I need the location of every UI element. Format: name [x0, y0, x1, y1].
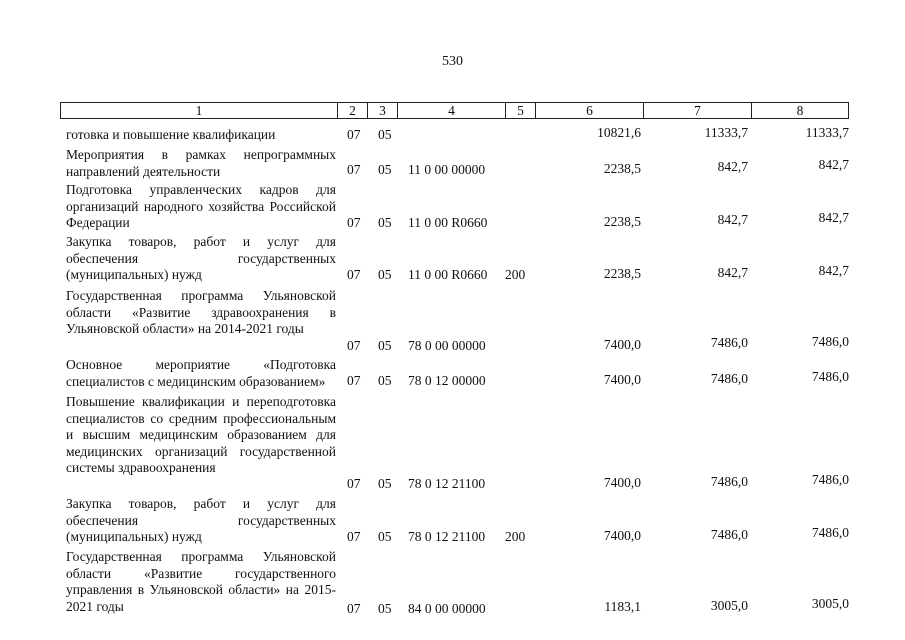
- budget-table-body: [0, 122, 905, 618]
- expense-type-code: 200: [505, 529, 526, 544]
- row-description: Мероприятия в рамках непрограммных направлений деятельности: [66, 147, 336, 179]
- row-description: готовка и повышение квалификации: [66, 127, 276, 142]
- subsection-code: 05: [378, 215, 392, 230]
- column-header: 5: [506, 103, 536, 119]
- amount-col7: 7486,0: [710, 371, 748, 386]
- table-row: [0, 230, 905, 284]
- amount-col6: 2238,5: [603, 161, 641, 176]
- subsection-code: 05: [378, 601, 392, 616]
- subsection-code: 05: [378, 476, 392, 491]
- column-header: 8: [752, 103, 849, 119]
- section-code: 07: [347, 338, 361, 353]
- amount-col7: 7486,0: [710, 335, 748, 350]
- table-row: [0, 546, 905, 618]
- amount-col6: 2238,5: [603, 214, 641, 229]
- amount-col8: 842,7: [818, 210, 849, 225]
- table-row: [0, 122, 905, 141]
- subsection-code: 05: [378, 267, 392, 282]
- section-code: 07: [347, 373, 361, 388]
- column-header: 1: [61, 103, 338, 119]
- amount-col7: 842,7: [717, 265, 748, 280]
- amount-col6: 7400,0: [603, 475, 641, 490]
- amount-col6: 1183,1: [604, 599, 641, 614]
- row-description: Закупка товаров, работ и услуг для обеспечения государственных (муниципальных) нужд: [66, 496, 336, 544]
- subsection-code: 05: [378, 529, 392, 544]
- section-code: 07: [347, 162, 361, 177]
- amount-col8: 842,7: [818, 157, 849, 172]
- subsection-code: 05: [378, 162, 392, 177]
- subsection-code: 05: [378, 338, 392, 353]
- column-header: 7: [644, 103, 752, 119]
- column-header-table: [60, 102, 849, 119]
- amount-col6: 10821,6: [597, 125, 641, 140]
- section-code: 07: [347, 476, 361, 491]
- amount-col8: 7486,0: [811, 525, 849, 540]
- target-article-code: 11 0 00 R0660: [408, 215, 488, 230]
- section-code: 07: [347, 529, 361, 544]
- target-article-code: 78 0 12 21100: [408, 529, 486, 544]
- page-number: 530: [442, 54, 463, 69]
- section-code: 07: [347, 601, 361, 616]
- amount-col6: 2238,5: [603, 266, 641, 281]
- target-article-code: 11 0 00 R0660: [408, 267, 488, 282]
- row-description: Повышение квалификации и переподготовка специалистов со средним профессиональным и высшим медицинским образованием для медицинских организаций государственной системы здравоохранения: [66, 394, 336, 475]
- amount-col7: 11333,7: [704, 125, 748, 140]
- column-number-row: [61, 103, 849, 119]
- column-header: 4: [398, 103, 506, 119]
- target-article-code: 78 0 12 21100: [408, 476, 486, 491]
- amount-col7: 842,7: [717, 212, 748, 227]
- amount-col6: 7400,0: [603, 337, 641, 352]
- row-description: Закупка товаров, работ и услуг для обеспечения государственных (муниципальных) нужд: [66, 234, 336, 282]
- amount-col8: 3005,0: [811, 596, 849, 611]
- target-article-code: 78 0 00 00000: [408, 338, 486, 353]
- section-code: 07: [347, 267, 361, 282]
- amount-col7: 842,7: [717, 159, 748, 174]
- row-description: Основное мероприятие «Подготовка специалистов с медицинским образованием»: [66, 357, 336, 389]
- amount-col6: 7400,0: [603, 528, 641, 543]
- target-article-code: 84 0 00 00000: [408, 601, 486, 616]
- amount-col8: 7486,0: [811, 472, 849, 487]
- table-row: [0, 141, 905, 177]
- section-code: 07: [347, 215, 361, 230]
- column-header: 3: [368, 103, 398, 119]
- row-description: Государственная программа Ульяновской области «Развитие государственного управления в Ульяновской области» на 2015-2021 годы: [66, 549, 336, 614]
- row-description: Подготовка управленческих кадров для организаций народного хозяйства Российской Федерации: [66, 182, 336, 230]
- amount-col8: 7486,0: [811, 334, 849, 349]
- target-article-code: 11 0 00 00000: [408, 162, 486, 177]
- amount-col8: 7486,0: [811, 369, 849, 384]
- column-header: 6: [536, 103, 644, 119]
- amount-col6: 7400,0: [603, 372, 641, 387]
- table-row: [0, 284, 905, 354]
- amount-col7: 3005,0: [710, 598, 748, 613]
- subsection-code: 05: [378, 373, 392, 388]
- table-row: [0, 177, 905, 230]
- column-header: 2: [338, 103, 368, 119]
- subsection-code: 05: [378, 127, 392, 142]
- section-code: 07: [347, 127, 361, 142]
- amount-col7: 7486,0: [710, 527, 748, 542]
- table-row: [0, 354, 905, 391]
- row-description: Государственная программа Ульяновской области «Развитие здравоохранения в Ульяновской области» на 2014-2021 годы: [66, 288, 336, 336]
- target-article-code: 78 0 12 00000: [408, 373, 486, 388]
- amount-col8: 842,7: [818, 263, 849, 278]
- amount-col7: 7486,0: [710, 474, 748, 489]
- table-row: [0, 493, 905, 546]
- expense-type-code: 200: [505, 267, 526, 282]
- amount-col8: 11333,7: [805, 125, 849, 140]
- table-row: [0, 391, 905, 493]
